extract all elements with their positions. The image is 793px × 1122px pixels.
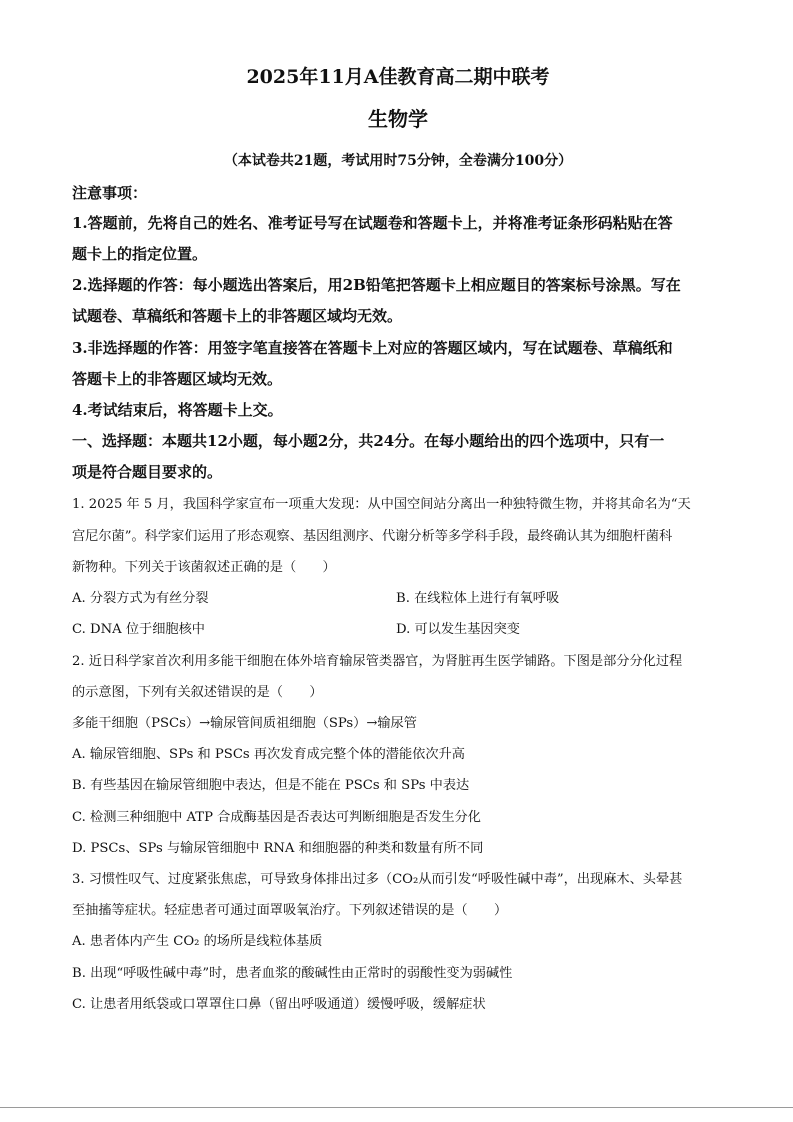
- note-line: 题卡上的指定位置。: [72, 245, 208, 263]
- section-heading: 项是符合题目要求的。: [72, 463, 223, 481]
- q2-option-c: C. 检测三种细胞中 ATP 合成酶基因是否表达可判断细胞是否发生分化: [72, 810, 481, 825]
- q2-option-a: A. 输尿管细胞、SPs 和 PSCs 再次发育成完整个体的潜能依次升高: [72, 747, 465, 762]
- q1-option-a: A. 分裂方式为有丝分裂: [72, 591, 209, 606]
- note-line: 试题卷、草稿纸和答题卡上的非答题区域均无效。: [72, 307, 403, 325]
- q3-option-a: A. 患者体内产生 CO₂ 的场所是线粒体基质: [72, 934, 323, 949]
- exam-info: （本试卷共21题，考试用时75分钟，全卷满分100分）: [223, 153, 573, 169]
- q2-option-b: B. 有些基因在输尿管细胞中表达，但是不能在 PSCs 和 SPs 中表达: [72, 778, 470, 793]
- q1-option-c: C. DNA 位于细胞核中: [72, 622, 205, 637]
- note-line: 1.答题前，先将自己的姓名、准考证号写在试题卷和答题卡上，并将准考证条形码粘贴在答: [72, 214, 673, 232]
- q3-option-b: B. 出现“呼吸性碱中毒”时，患者血浆的酸碱性由正常时的弱酸性变为弱碱性: [72, 966, 513, 981]
- q3-stem: 3. 习惯性叹气、过度紧张焦虑，可导致身体排出过多（CO₂从而引发“呼吸性碱中毒”，出现麻木、头晕甚: [72, 872, 683, 887]
- q3-stem: 至抽搐等症状。轻症患者可通过面罩吸氧治疗。下列叙述错误的是（ ）: [72, 903, 508, 918]
- section-heading: 一、选择题：本题共12小题，每小题2分，共24分。在每小题给出的四个选项中，只有一: [72, 432, 665, 450]
- q2-stem: 的示意图，下列有关叙述错误的是（ ）: [72, 685, 323, 700]
- q1-option-b: B. 在线粒体上进行有氧呼吸: [396, 591, 560, 606]
- note-line: 答题卡上的非答题区域均无效。: [72, 370, 283, 388]
- q2-diagram: 多能干细胞（PSCs）→输尿管间质祖细胞（SPs）→输尿管: [72, 716, 417, 731]
- page-bottom-divider: [0, 1107, 793, 1108]
- exam-title: 2025年11月A佳教育高二期中联考: [246, 66, 550, 88]
- q1-stem: 1. 2025 年 5 月，我国科学家宣布一项重大发现：从中国空间站分离出一种独特微生物，并将其命名为“天: [72, 497, 691, 512]
- q2-option-d: D. PSCs、SPs 与输尿管细胞中 RNA 和细胞器的种类和数量有所不同: [72, 841, 484, 856]
- q1-stem: 新物种。下列关于该菌叙述正确的是（ ）: [72, 560, 336, 575]
- q2-stem: 2. 近日科学家首次利用多能干细胞在体外培育输尿管类器官，为肾脏再生医学铺路。下图是部分分化过程: [72, 654, 683, 669]
- note-line: 3.非选择题的作答：用签字笔直接答在答题卡上对应的答题区域内，写在试题卷、草稿纸和: [72, 339, 673, 357]
- note-line: 4.考试结束后，将答题卡上交。: [72, 401, 283, 419]
- notes-heading: 注意事项：: [72, 184, 148, 202]
- q1-stem: 宫尼尔菌”。科学家们运用了形态观察、基因组测序、代谢分析等多学科手段，最终确认其为细胞杆菌科: [72, 529, 673, 544]
- note-line: 2.选择题的作答：每小题选出答案后，用2B铅笔把答题卡上相应题目的答案标号涂黑。写在: [72, 276, 681, 294]
- subject-title: 生物学: [368, 107, 428, 131]
- q1-option-d: D. 可以发生基因突变: [396, 622, 520, 637]
- q3-option-c: C. 让患者用纸袋或口罩罩住口鼻（留出呼吸通道）缓慢呼吸，缓解症状: [72, 997, 486, 1012]
